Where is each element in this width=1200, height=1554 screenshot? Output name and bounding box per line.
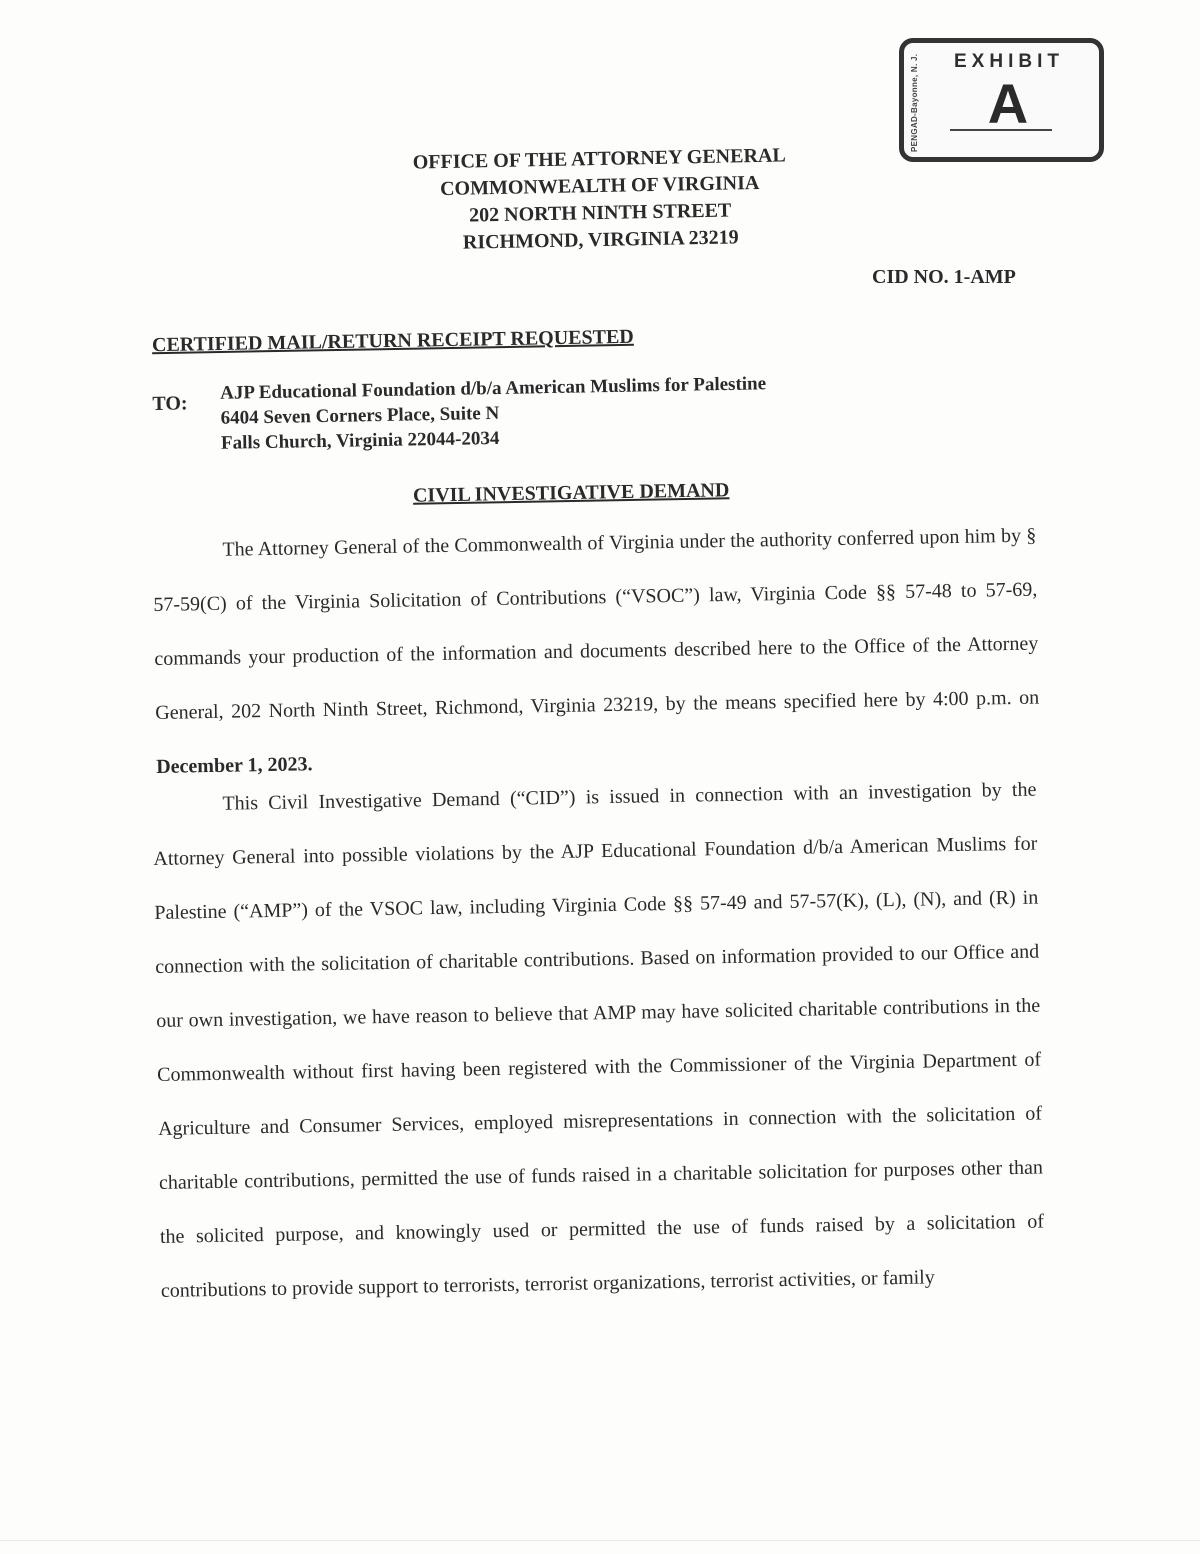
stamp-maker-text: PENGAD-Bayonne, N. J. xyxy=(910,53,919,153)
paragraph-investigation-text: This Civil Investigative Demand (“CID”) is issued in connection with an investigation by the Attorney General into possible violations by the AJP Educational Foundation d/b/a American Muslims for Palestine (“AMP”) of the VSOC law, including Virginia Code §§ 57-49 and 57-57(K), (L), (N), and (R) in connection with the solicitation of charitable contributions. Based on information provided to our Office and our own investigation, we have reason to believe that AMP may have solicited charitable contributions in the Commonwealth without first having been registered with the Commissioner of the Virginia Department of Agriculture and Consumer Services, employed misrepresentations in connection with the solicitation of charitable contributions, permitted the use of funds raised in a charitable solicitation for purposes other than the solicited purpose, and knowingly used or permitted the use of funds raised by a solicitation of contributions to provide support to terrorists, terrorist organizations, terrorist activities, or family xyxy=(153,778,1045,1302)
paragraph-authority-text: The Attorney General of the Commonwealth of Virginia under the authority conferred upon him by § 57-59(C) of the Virginia Solicitation of Contributions (“VSOC”) law, Virginia Code §§ 57-48 to 57-69, commands your production of the information and documents described here to the Office of the Attorney General, 202 North Ninth Street, Richmond, Virginia 23219, by the means specified here by 4:00 p.m. on xyxy=(153,524,1040,724)
recipient-address-line2: Falls Church, Virginia 22044-2034 xyxy=(220,427,500,454)
document-title: CIVIL INVESTIGATIVE DEMAND xyxy=(412,479,730,507)
exhibit-stamp xyxy=(899,38,1104,162)
recipient-address xyxy=(220,371,767,456)
letterhead-commonwealth: COMMONWEALTH OF VIRGINIA xyxy=(439,171,760,201)
recipient-name: AJP Educational Foundation d/b/a American Muslims for Palestine xyxy=(220,373,767,404)
page-bottom-edge xyxy=(0,1540,1200,1541)
cid-number: CID NO. 1-AMP xyxy=(872,266,1016,288)
letterhead xyxy=(329,141,871,259)
recipient-label: TO: xyxy=(152,392,188,415)
recipient-block xyxy=(152,369,912,454)
deadline-date: December 1, 2023. xyxy=(156,753,313,778)
exhibit-label: EXHIBIT xyxy=(954,51,1064,72)
recipient-address-line1: 6404 Seven Corners Place, Suite N xyxy=(220,402,500,429)
delivery-method: CERTIFIED MAIL/RETURN RECEIPT REQUESTED xyxy=(151,325,634,357)
exhibit-underline xyxy=(950,129,1052,131)
letterhead-city: RICHMOND, VIRGINIA 23219 xyxy=(462,226,739,254)
letterhead-office: OFFICE OF THE ATTORNEY GENERAL xyxy=(412,144,786,174)
paragraph-investigation xyxy=(152,763,1045,1318)
letterhead-street: 202 NORTH NINTH STREET xyxy=(468,199,732,227)
paragraph-authority xyxy=(152,509,1041,794)
exhibit-letter: A xyxy=(987,72,1029,135)
